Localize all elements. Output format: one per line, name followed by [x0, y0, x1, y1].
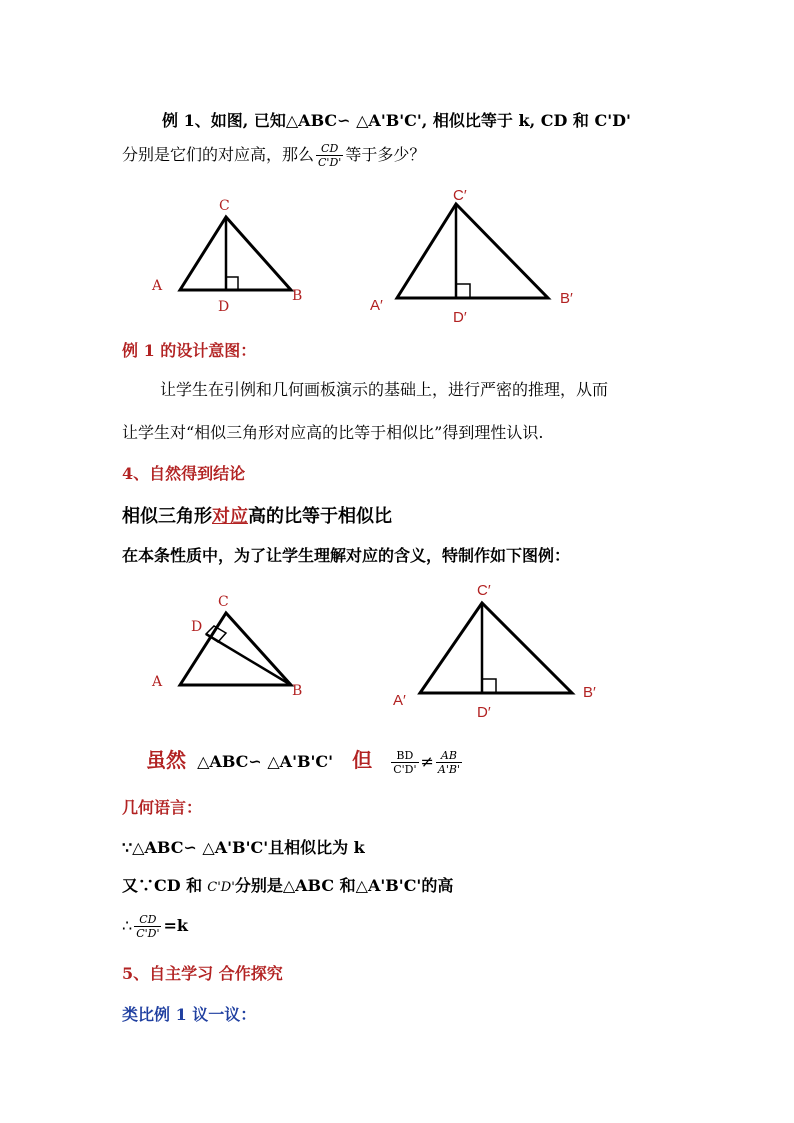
- figure2-left-triangle: [151, 594, 302, 699]
- explain-line: 在本条性质中，为了让学生理解对应的含义，特制作如下图例：: [122, 546, 571, 565]
- label-a-prime: A′: [393, 692, 406, 709]
- fraction-numerator: AB: [436, 749, 462, 763]
- label-d: D: [218, 299, 230, 315]
- fraction-numerator: CD: [134, 913, 161, 927]
- design-paragraph-line2: 让学生对“相似三角形对应高的比等于相似比”得到理性认识.: [122, 423, 544, 442]
- but-word: 但: [352, 748, 373, 772]
- given-text: ∵△ABC∽ △A'B'C'且相似比为 k: [122, 838, 365, 857]
- example1-text: 例 1、如图, 已知△ABC∽ △A'B'C', 相似比等于 k, CD 和 C'D': [162, 111, 631, 130]
- figure1-right-triangle: [370, 187, 573, 326]
- label-d-prime: D′: [477, 704, 491, 721]
- figure2-right-triangle: [393, 582, 596, 721]
- example1-line2: [122, 140, 425, 170]
- label-b-prime: B′: [583, 684, 596, 701]
- fraction-numerator: BD: [391, 749, 418, 763]
- section5-heading: 5、自主学习 合作探究: [122, 964, 283, 983]
- bd-over-cd-fraction: [391, 749, 418, 776]
- equals-k: =k: [163, 916, 188, 935]
- although-statement: [146, 740, 464, 782]
- label-d: D: [191, 619, 203, 635]
- label-c-prime: C′: [453, 187, 467, 204]
- geometry-heading: 几何语言：: [122, 798, 203, 817]
- label-c: C: [218, 594, 229, 610]
- conclusion-highlight: 对应: [212, 506, 248, 527]
- label-c: C: [219, 198, 230, 214]
- example1-line2-suffix: 等于多少？: [345, 145, 426, 164]
- label-b: B: [292, 288, 303, 304]
- label-b: B: [292, 683, 303, 699]
- example1-line1: [162, 108, 631, 131]
- section4-heading: 4、自然得到结论: [122, 464, 246, 483]
- also-prefix: 又∵CD 和: [122, 876, 203, 895]
- figure1-left-triangle: [151, 198, 302, 315]
- cd-ratio-fraction: [134, 913, 161, 940]
- example1-fraction: [316, 142, 343, 169]
- although-word: 虽然: [146, 748, 186, 772]
- fraction-denominator: C'D': [136, 927, 160, 940]
- fraction-denominator: C'D': [393, 763, 417, 776]
- label-a: A: [152, 278, 163, 294]
- figure1: [140, 182, 600, 327]
- geometry-line1: [122, 835, 365, 858]
- example1-line2-prefix: 分别是它们的对应高，那么: [122, 145, 315, 164]
- not-equal-sign: ≠: [420, 752, 434, 771]
- therefore-symbol: ∴: [122, 916, 133, 935]
- conclusion-after: 高的比等于相似比: [248, 506, 392, 527]
- fraction-numerator: CD: [316, 142, 343, 156]
- although-relation: △ABC∽ △A'B'C': [197, 752, 334, 771]
- label-b-prime: B′: [560, 290, 573, 307]
- fraction-denominator: C'D': [318, 156, 342, 169]
- cd-prime-italic: C'D': [207, 880, 235, 895]
- label-a: A: [152, 674, 163, 690]
- also-suffix: 分别是△ABC 和△A'B'C'的高: [234, 876, 454, 895]
- label-c-prime: C′: [477, 582, 491, 599]
- design-paragraph-line1: 让学生在引例和几何画板演示的基础上，进行严密的推理，从而: [160, 380, 609, 399]
- ab-over-ab-prime-fraction: [436, 749, 462, 776]
- conclusion-statement: [122, 502, 392, 528]
- fraction-denominator: A'B': [437, 763, 460, 776]
- conclusion-before: 相似三角形: [122, 506, 212, 527]
- design-heading: 例 1 的设计意图：: [122, 341, 257, 360]
- label-a-prime: A′: [370, 297, 383, 314]
- label-d-prime: D′: [453, 309, 467, 326]
- analogy-heading: 类比例 1 议一议：: [122, 1005, 257, 1024]
- figure2: [140, 580, 610, 725]
- geometry-line3: [122, 906, 188, 946]
- geometry-line2: [122, 873, 453, 896]
